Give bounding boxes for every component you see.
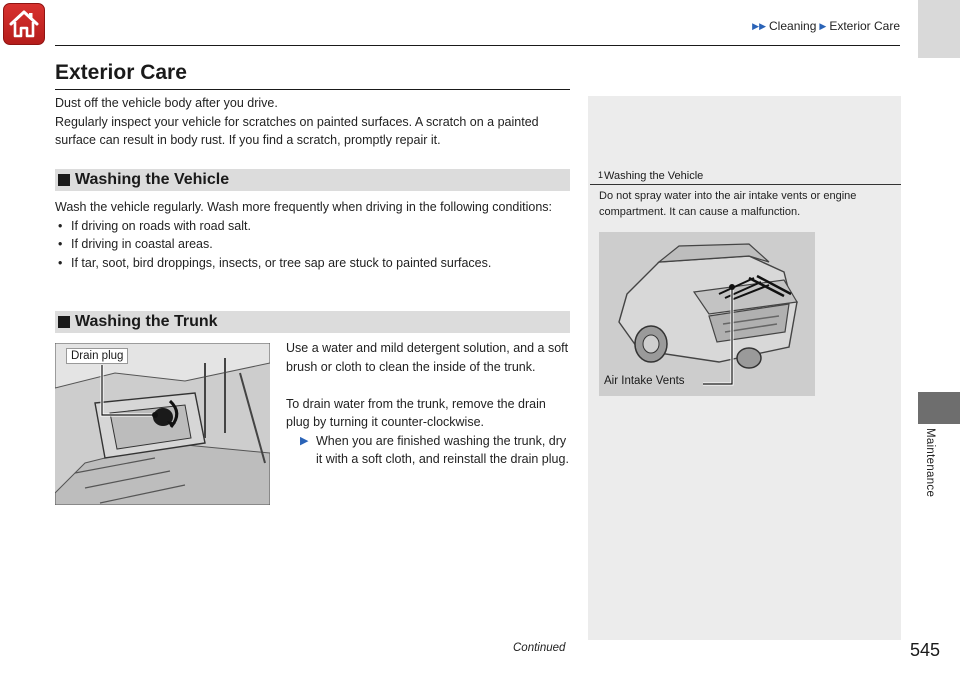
- washing-vehicle-text: Wash the vehicle regularly. Wash more frequently when driving in the following conditions:: [55, 200, 553, 214]
- page-title: Exterior Care: [55, 61, 187, 84]
- title-divider: [55, 89, 570, 90]
- note-heading: [598, 170, 703, 182]
- breadcrumb-cleaning[interactable]: Cleaning: [769, 19, 817, 33]
- section-heading-text: Washing the Trunk: [75, 313, 218, 330]
- note-number: 1: [598, 170, 604, 180]
- intro-line: Regularly inspect your vehicle for scratches on painted surfaces. A scratch on a painted surface can result in body rust. If you find a scratch, promptly repair it.: [55, 114, 539, 147]
- intro-line: Dust off the vehicle body after you drive.: [55, 96, 278, 110]
- side-tab-maintenance[interactable]: [918, 392, 960, 424]
- conditions-list: [55, 217, 570, 273]
- home-icon: [8, 9, 40, 39]
- section-heading-washing-trunk: [55, 311, 570, 333]
- breadcrumb-exterior-care[interactable]: Exterior Care: [829, 19, 900, 33]
- section-heading-text: Washing the Vehicle: [75, 171, 230, 188]
- drain-plug-label: Drain plug: [66, 348, 128, 364]
- note-title: Washing the Vehicle: [604, 170, 704, 182]
- list-item: • If tar, soot, bird droppings, insects, or tree sap are stuck to painted surfaces.: [55, 254, 570, 273]
- washing-vehicle-body: [55, 198, 570, 272]
- section-heading-washing-vehicle: [55, 169, 570, 191]
- home-button[interactable]: [3, 3, 45, 45]
- trunk-paragraph: Use a water and mild detergent solution, and a soft brush or cloth to clean the inside of the trunk.: [286, 341, 569, 374]
- note-divider: [590, 184, 901, 185]
- side-tab-top: [918, 0, 960, 58]
- continued-label: Continued: [513, 642, 566, 654]
- trunk-substep: [286, 432, 570, 469]
- page-number: 545: [910, 640, 941, 660]
- square-bullet-icon: [58, 174, 70, 186]
- intro-text: [55, 94, 570, 150]
- note-body: Do not spray water into the air intake vents or engine compartment. It can cause a malfunction.: [599, 190, 857, 218]
- air-intake-vents-label: Air Intake Vents: [604, 375, 685, 387]
- trunk-paragraph: To drain water from the trunk, remove the drain plug by turning it counter-clockwise.: [286, 396, 546, 429]
- trunk-substep-text: When you are finished washing the trunk, dry it with a soft cloth, and reinstall the drain plug.: [316, 433, 569, 466]
- side-tab-label: Maintenance: [924, 428, 936, 498]
- trunk-illustration: [55, 343, 270, 505]
- triangle-right-icon: ▶: [819, 20, 827, 31]
- list-item: • If driving on roads with road salt.: [55, 217, 570, 236]
- triangle-right-icon: ▶▶: [752, 20, 767, 31]
- list-item: • If driving in coastal areas.: [55, 235, 570, 254]
- triangle-right-icon: ▶: [300, 434, 309, 447]
- square-bullet-icon: [58, 316, 70, 328]
- truck-illustration: [599, 232, 815, 396]
- breadcrumb: [751, 19, 900, 33]
- header-divider: [55, 45, 900, 46]
- washing-trunk-body: [286, 339, 570, 469]
